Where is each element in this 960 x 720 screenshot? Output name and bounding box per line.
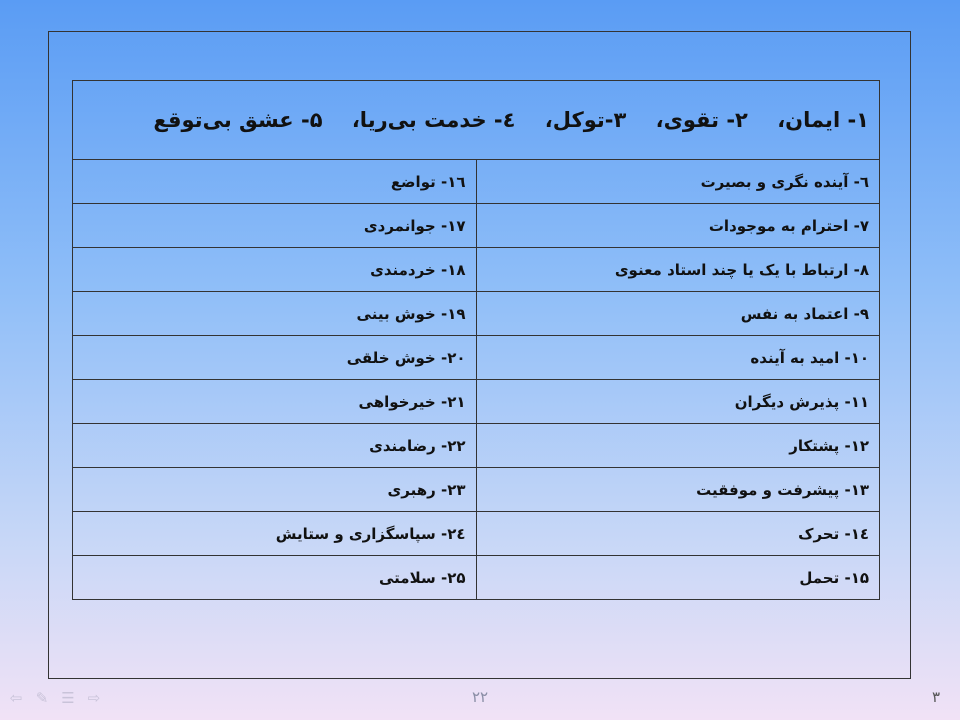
- menu-icon[interactable]: ☰: [61, 689, 75, 707]
- table-cell-right: ۱٤- تحرک: [476, 512, 880, 556]
- table-row: [73, 336, 880, 380]
- table-row: [73, 292, 880, 336]
- table-cell-left: ۲٤- سپاسگزاری و ستایش: [73, 512, 477, 556]
- table-cell-right: ۸- ارتباط با یک یا چند استاد معنوی: [476, 248, 880, 292]
- table-cell-left: ۲۵- سلامتی: [73, 556, 477, 600]
- table-cell-left: ۱۷- جوانمردی: [73, 204, 477, 248]
- table-cell-left: ۲۰- خوش خلقی: [73, 336, 477, 380]
- table-cell-right: ۱۱- پذیرش دیگران: [476, 380, 880, 424]
- table-cell-right: ٦- آینده نگری و بصیرت: [476, 160, 880, 204]
- table-cell-left: ۲۳- رهبری: [73, 468, 477, 512]
- table-cell-right: ۱۳- پیشرفت و موفقیت: [476, 468, 880, 512]
- page-number-center: ۲۲: [471, 688, 489, 706]
- table-row: [73, 468, 880, 512]
- table-cell-right: ۱۰- امید به آینده: [476, 336, 880, 380]
- slide-nav-bar: [8, 690, 102, 706]
- arrow-left-icon[interactable]: ⇦: [9, 689, 23, 707]
- table-cell-left: ۲۱- خیرخواهی: [73, 380, 477, 424]
- table-row: [73, 424, 880, 468]
- header-item: ٤- خدمت بی‌ریا،: [351, 108, 516, 132]
- table-row: [73, 248, 880, 292]
- table-cell-right: ۷- احترام به موجودات: [476, 204, 880, 248]
- arrow-right-icon[interactable]: ⇨: [87, 689, 101, 707]
- header-item: ۳-توکل،: [544, 108, 627, 132]
- table-cell-right: ۱۲- پشتکار: [476, 424, 880, 468]
- header-item: ۲- تقوی،: [655, 108, 748, 132]
- table-header-row: [73, 81, 880, 160]
- table-cell-left: ۱۹- خوش بینی: [73, 292, 477, 336]
- table-row: [73, 380, 880, 424]
- table-cell-left: ۱۸- خردمندی: [73, 248, 477, 292]
- header-item: ۱- ایمان،: [777, 108, 869, 132]
- page-number-corner: ۳: [931, 688, 940, 706]
- header-cell: [73, 81, 880, 160]
- table-row: [73, 160, 880, 204]
- pen-icon[interactable]: ✎: [35, 689, 49, 707]
- table-cell-right: ۹- اعتماد به نفس: [476, 292, 880, 336]
- table-cell-left: ۲۲- رضامندی: [73, 424, 477, 468]
- values-table: [72, 80, 880, 600]
- header-item: ۵- عشق بی‌توقع: [153, 108, 323, 132]
- table-row: [73, 556, 880, 600]
- table-row: [73, 512, 880, 556]
- table-cell-right: ۱۵- تحمل: [476, 556, 880, 600]
- table-cell-left: ۱٦- تواضع: [73, 160, 477, 204]
- table-row: [73, 204, 880, 248]
